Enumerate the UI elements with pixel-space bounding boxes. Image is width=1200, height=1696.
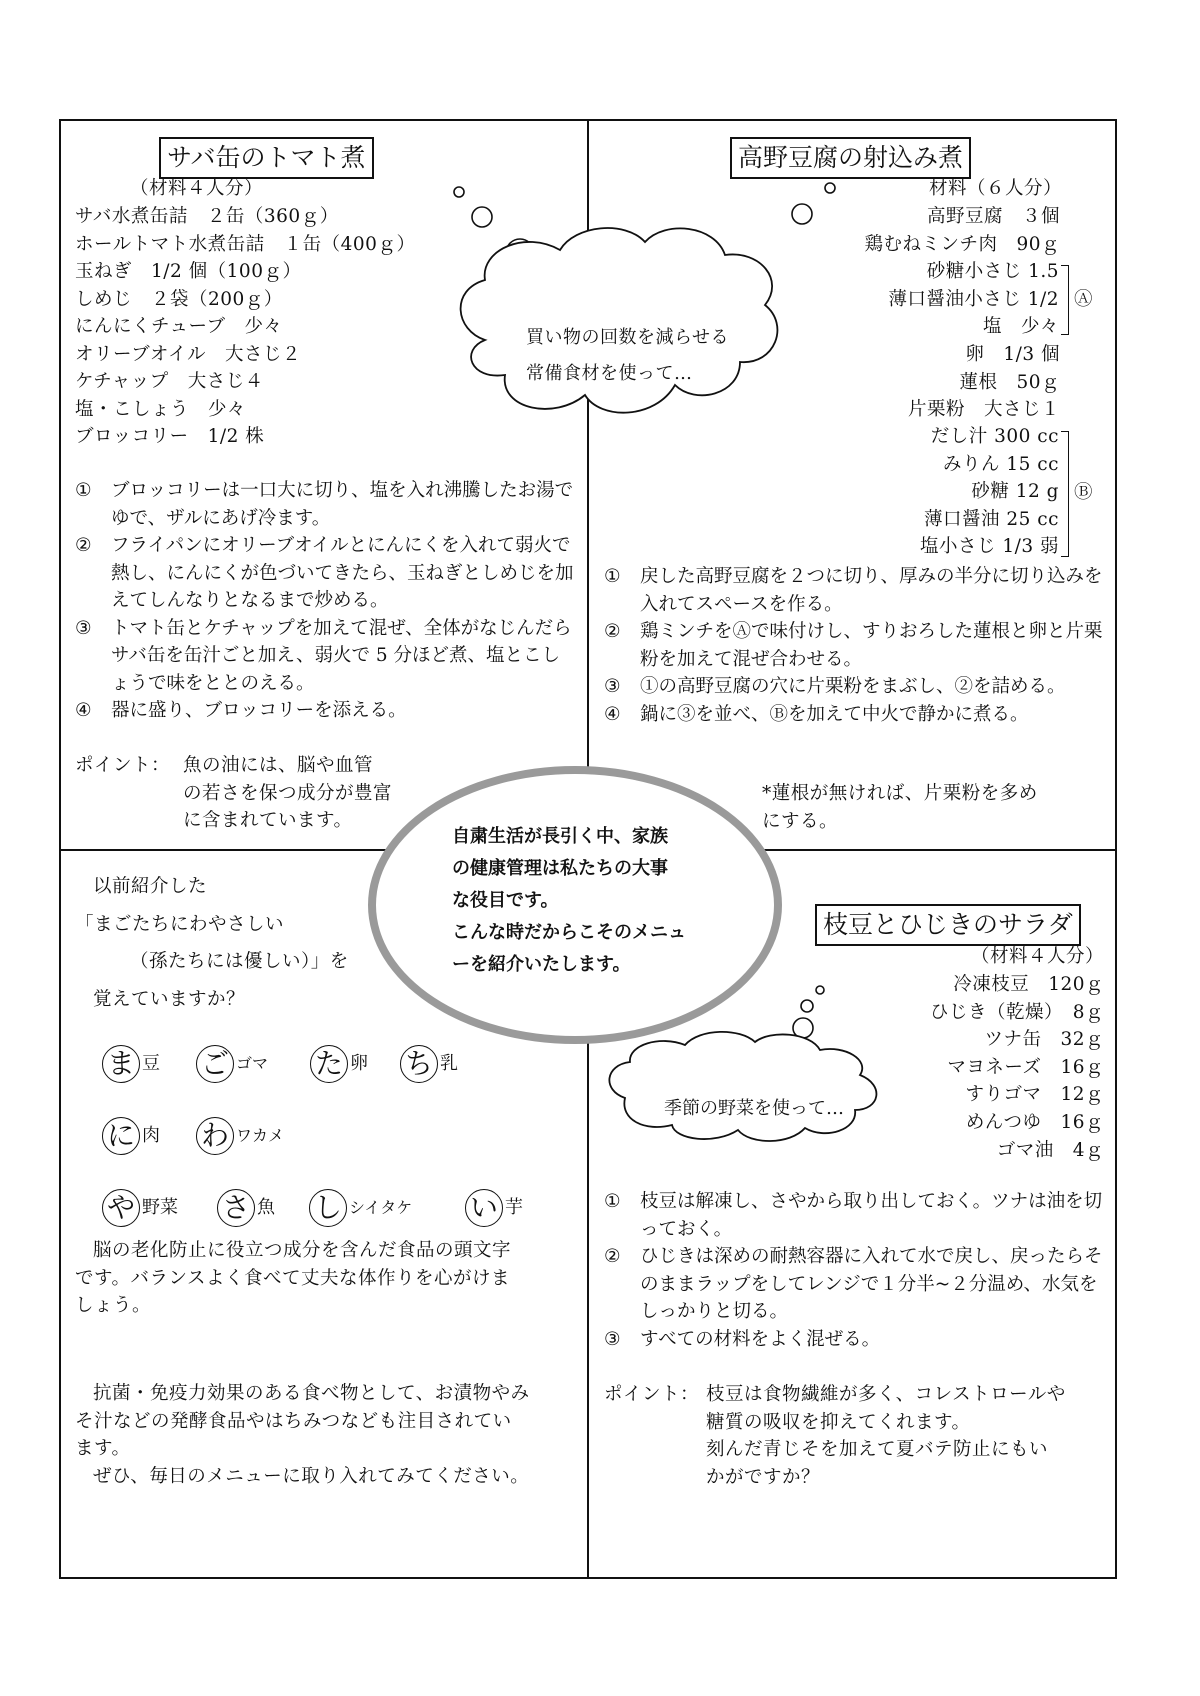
step-number: ① [604, 566, 621, 587]
center-line: こんな時だからこそのメニュ [452, 922, 686, 943]
circled-char: し [309, 1189, 347, 1227]
koya-ingredients-2 [908, 341, 1060, 424]
step-text: ひじきは深めの耐熱容器に入れて水で戻し、戻ったらそのままラップをしてレンジで１分半~２分温め、水気をしっかりと切る。 [640, 1246, 1103, 1322]
circled-char-label: 卵 [350, 1053, 368, 1074]
koya-ingredient: 高野豆腐 ３個 [926, 206, 1060, 227]
saba-ingredient: ホールトマト水煮缶詰 １缶（400ｇ） [75, 233, 416, 255]
step-text: 戻した高野豆腐を２つに切り、厚みの半分に切り込みを入れてスペースを作る。 [640, 566, 1103, 615]
circled-char-label: シイタケ [349, 1198, 413, 1217]
saba-ingredient: にんにくチューブ 少々 [75, 316, 283, 337]
center-line: な役目です。 [452, 890, 559, 911]
edamame-ingredient: めんつゆ 16ｇ [965, 1111, 1104, 1133]
edamame-ingredient: マヨネーズ 16ｇ [947, 1056, 1104, 1078]
circled-char: わ [196, 1117, 234, 1155]
koya-group-a-item: 塩 少々 [982, 316, 1059, 337]
saba-ingredient: サバ水煮缶詰 ２缶（360ｇ） [75, 206, 339, 227]
koya-ingredient: 卵 1/3 個 [965, 344, 1060, 365]
step-text: すべての材料をよく混ぜる。 [640, 1328, 881, 1350]
edamame-steps [604, 1188, 1104, 1353]
circled-char: さ [217, 1189, 255, 1227]
koya-servings: 材料（６人分） [928, 178, 1062, 199]
circled-char: に [102, 1117, 140, 1155]
edamame-point-label: ポイント： [604, 1384, 700, 1405]
step-number: ① [604, 1191, 621, 1212]
edamame-point-line: 枝豆は食物繊維が多く、コレストロールや [706, 1384, 1066, 1405]
saba-servings: （材料４人分） [130, 178, 264, 199]
step-text: フライパンにオリーブオイルとにんにくを入れて弱火で熱し、にんにくが色づいてきたら、玉ねぎとしめじを加えてしんなりとなるまで炒める。 [111, 535, 574, 611]
magoko-para2-line: そ汁などの発酵食品やはちみつなども注目されてい [75, 1410, 512, 1432]
circled-char-label: 野菜 [142, 1197, 178, 1218]
koya-title: 高野豆腐の射込み煮 [730, 137, 971, 179]
magoko-intro [75, 873, 349, 1013]
edamame-point-line: かがですか？ [706, 1466, 821, 1488]
step-text: 枝豆は解凍し、さやから取り出しておく。ツナは油を切っておく。 [640, 1191, 1103, 1240]
edamame-ingredient: 冷凍枝豆 120ｇ [953, 974, 1104, 995]
edamame-ingredient: ツナ缶 32ｇ [984, 1029, 1104, 1051]
bracket-b [1061, 431, 1069, 557]
saba-step [75, 697, 575, 725]
koya-note [762, 780, 1038, 835]
saba-steps [75, 477, 575, 725]
koya-group-b-item: みりん 15 cc [942, 453, 1059, 475]
circled-char: や [102, 1189, 140, 1227]
edamame-ingredient: ゴマ油 4ｇ [996, 1139, 1104, 1161]
saba-step [75, 615, 575, 698]
koya-step [604, 618, 1104, 673]
edamame-point-text [706, 1381, 1066, 1491]
saba-ingredient: ケチャップ 大さじ４ [75, 371, 264, 392]
circled-char-label: ワカメ [236, 1126, 285, 1145]
step-number: ② [604, 621, 621, 642]
thought-bubbles-top-right [780, 178, 860, 268]
bracket-a [1061, 265, 1069, 335]
saba-step [75, 477, 575, 532]
cloud-top-line: 常備食材を使って… [526, 363, 693, 384]
circled-char-label: 豆 [142, 1053, 160, 1074]
saba-point-line: 魚の油には、脳や血管 [183, 755, 374, 776]
step-number: ① [75, 480, 92, 501]
koya-step [604, 563, 1104, 618]
step-number: ③ [75, 617, 92, 639]
cloud-top-text [526, 320, 729, 392]
saba-point-text [183, 752, 392, 835]
koya-ingredient: 鶏むねミンチ肉 90ｇ [864, 233, 1060, 255]
saba-step [75, 532, 575, 615]
cloud-bottom-text: 季節の野菜を使って… [664, 1098, 844, 1119]
saba-ingredient: オリーブオイル 大さじ２ [75, 343, 301, 365]
koya-step [604, 701, 1104, 729]
koya-ingredient: 蓮根 50ｇ [959, 371, 1060, 393]
step-text: 器に盛り、ブロッコリーを添える。 [111, 700, 407, 721]
koya-group-a-item: 薄口醤油小さじ 1/2 [888, 288, 1059, 310]
magoko-intro-line: 以前紹介した [93, 876, 208, 897]
circled-char: ち [400, 1045, 438, 1083]
step-text: トマト缶とケチャップを加えて混ぜ、全体がなじんだらサバ缶を缶汁ごと加え、弱火で 5 分ほど煮、塩とこしょうで味をととのえる。 [111, 617, 572, 694]
koya-group-b-label: Ⓑ [1074, 482, 1094, 503]
edamame-ingredient: すりゴマ 12ｇ [965, 1084, 1104, 1106]
koya-step [604, 673, 1104, 701]
center-line: の健康管理は私たちの大事 [452, 858, 668, 879]
step-number: ④ [75, 700, 92, 721]
saba-title: サバ缶のトマト煮 [159, 137, 374, 179]
saba-ingredient: 玉ねぎ 1/2 個（100ｇ） [75, 261, 302, 282]
circled-char-label: ゴマ [236, 1054, 269, 1073]
step-number: ③ [604, 1328, 621, 1350]
magoko-para2-line: ます。 [75, 1438, 131, 1459]
magoko-para2-line: ぜひ、毎日のメニューに取り入れてみてください。 [93, 1465, 530, 1487]
step-text: 鍋に③を並べ、Ⓑを加えて中火で静かに煮る。 [640, 703, 1029, 725]
magoko-para2-line: 抗菌・免疫力効果のある食べ物として、お漬物やみ [93, 1383, 530, 1404]
circled-char: ま [102, 1045, 140, 1083]
edamame-ingredient: ひじき（乾燥） 8ｇ [929, 1001, 1104, 1023]
center-line: ーを紹介いたします。 [452, 954, 631, 975]
center-line: 自粛生活が長引く中、家族 [452, 826, 668, 847]
edamame-step [604, 1243, 1104, 1326]
circled-char-label: 魚 [257, 1197, 275, 1218]
saba-ingredient: ブロッコリー 1/2 株 [75, 426, 265, 447]
edamame-ingredients [930, 971, 1104, 1164]
koya-steps [604, 563, 1104, 728]
saba-point-line: の若さを保つ成分が豊富 [183, 782, 393, 804]
cloud-top-line: 買い物の回数を減らせる [526, 327, 729, 348]
step-number: ② [604, 1246, 621, 1267]
step-number: ③ [604, 676, 621, 697]
edamame-step [604, 1188, 1104, 1243]
saba-ingredient: 塩・こしょう 少々 [75, 398, 247, 420]
circled-char-label: 芋 [505, 1197, 523, 1218]
magoko-para1-line: しょう。 [75, 1295, 152, 1316]
step-text: ①の高野豆腐の穴に片栗粉をまぶし、②を詰める。 [640, 676, 1066, 697]
edamame-servings: （材料４人分） [970, 946, 1104, 967]
magoko-para1 [75, 1237, 511, 1320]
koya-group-b-item: 薄口醤油 25 cc [923, 508, 1059, 530]
step-number: ② [75, 535, 92, 556]
step-text: ブロッコリーは一口大に切り、塩を入れ沸騰したお湯でゆで、ザルにあげ冷ます。 [111, 480, 574, 529]
edamame-title: 枝豆とひじきのサラダ [815, 904, 1081, 946]
saba-point-label: ポイント： [75, 755, 171, 776]
koya-note-line: *蓮根が無ければ、片栗粉を多め [762, 783, 1038, 804]
edamame-point-line: 糖質の吸収を抑えてくれます。 [706, 1411, 971, 1433]
koya-group-a [888, 258, 1059, 341]
koya-group-b [920, 423, 1059, 561]
saba-ingredient-list [75, 203, 415, 451]
koya-group-b-item: 塩小さじ 1/3 弱 [919, 536, 1059, 557]
step-text: 鶏ミンチをⒶで味付けし、すりおろした蓮根と卵と片栗粉を加えて混ぜ合わせる。 [640, 621, 1103, 670]
koya-group-a-label: Ⓐ [1074, 289, 1094, 310]
edamame-step [604, 1326, 1104, 1354]
saba-point-line: に含まれています。 [183, 810, 353, 831]
center-message [452, 821, 686, 981]
saba-ingredient: しめじ ２袋（200ｇ） [75, 288, 283, 310]
magoko-intro-line: （孫たちには優しい）」を [130, 951, 349, 972]
koya-ingredients [864, 203, 1060, 258]
koya-group-a-item: 砂糖小さじ 1.5 [926, 261, 1059, 282]
magoko-para2 [75, 1380, 530, 1490]
magoko-intro-line: 「まごたちにわやさしい [75, 913, 285, 935]
magoko-para1-line: 脳の老化防止に役立つ成分を含んだ食品の頭文字 [93, 1240, 512, 1261]
step-number: ④ [604, 703, 621, 725]
circled-char: い [465, 1189, 503, 1227]
circled-char-label: 肉 [142, 1125, 160, 1146]
magoko-para1-line: です。バランスよく食べて丈夫な体作りを心がけま [75, 1267, 510, 1289]
magoko-intro-line: 覚えていますか？ [93, 988, 246, 1010]
koya-group-b-item: 砂糖 12 g [971, 481, 1059, 502]
circled-char: た [310, 1045, 348, 1083]
koya-ingredient: 片栗粉 大さじ１ [907, 399, 1060, 420]
koya-note-line: にする。 [762, 810, 839, 832]
circled-char-label: 乳 [440, 1053, 458, 1074]
koya-group-b-item: だし汁 300 cc [930, 426, 1059, 447]
circled-char: ご [196, 1045, 234, 1083]
edamame-point-line: 刻んだ青じそを加えて夏バテ防止にもい [706, 1439, 1049, 1460]
